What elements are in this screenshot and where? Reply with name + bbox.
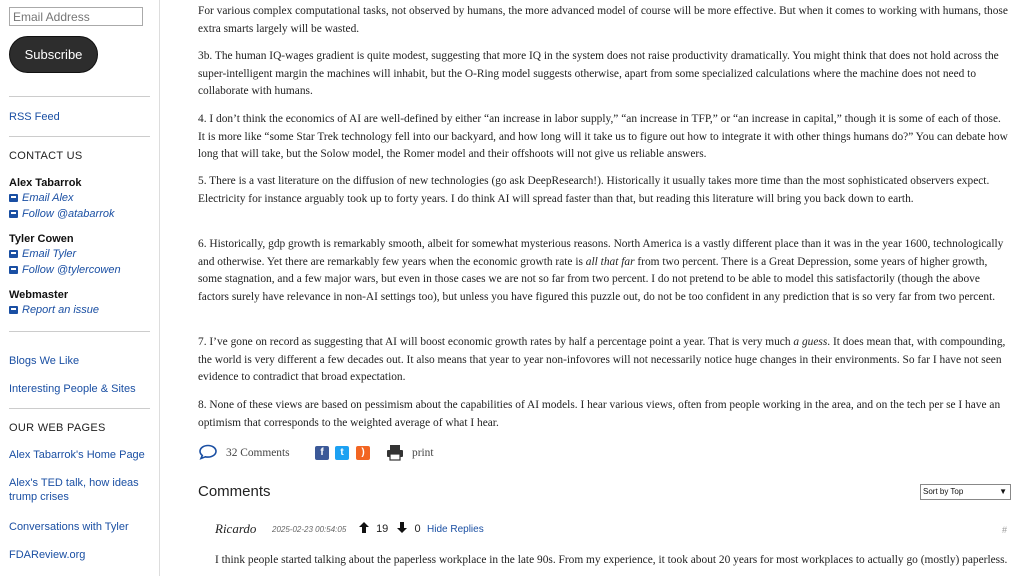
paragraph: 6. Historically, gdp growth is remarkably smooth, albeit for somewhat mysterious reasons. North America is a vastly different place than it was in the year 1600, technologically and otherwise. Yet there are remarkably few years when the economic growth rate is all that far from two percent. There is a Great Depression, some years of higher growth, some stagnation, and a few major wars, but even in those cases we are not so far from two percent. I do not pretend to be able to model this satisfactorily (though the above factors surely have relevance in non-AI settings too), but unless you have figured this puzzle out, do not be too confident in any prediction that is so very far from two percent. [198, 238, 1004, 303]
downvote-count: 0 [414, 523, 421, 535]
paragraph: 4. I don’t think the economics of AI are well-defined by either “an increase in labor supply,” “an increase in TFP,” or “an increase in capital,” though it is some of each of those. It is more like “some Star Trek technology fell into our backyard, and how long will it take us to figure out how to integrate it with other things humans do?” You can debate how long that will take, but the Solow model, the Romer model and their offshoots will not give us reliable answers. [198, 113, 1008, 160]
downvote-icon[interactable] [397, 523, 410, 535]
comments-heading: Comments [198, 483, 271, 500]
paragraph: 7. I’ve gone on record as suggesting that AI will boost economic growth rates by half a percentage point a year. That is very much a guess. It does mean that, with compounding, the world is very different a few decades out. It also means that year to year non-infovores will not necessarily notice huge changes in their environments. So far I have not seen evidence to contradict that broad expectation. [198, 336, 1006, 383]
mail-icon [9, 250, 18, 258]
blogs-we-like-link[interactable]: Blogs We Like [9, 355, 80, 367]
paragraph: 8. None of these views are based on pessimism about the capabilities of AI models. I hear various views, often from people working in the area, and on the tech per se I have an optimism that corresponds to the weighted average of what I hear. [198, 399, 1001, 429]
paragraph: 5. There is a vast literature on the diffusion of new technologies (go ask DeepResearch!). Historically it usually takes more time than the most sophisticated observers expect. Electricity for instance arguably took up to forty years. I do think AI will spread faster than that, but reading this literature will bring you back down to earth. [198, 175, 990, 205]
contact-name: Tyler Cowen [9, 233, 74, 245]
comment-author[interactable]: Ricardo [215, 521, 257, 536]
upvote-count: 19 [376, 523, 389, 535]
comments-count-link[interactable]: 32 Comments [226, 447, 290, 459]
follow-alex-link[interactable]: Follow @atabarrok [9, 208, 114, 220]
contact-heading: CONTACT US [9, 150, 83, 162]
comment-permalink[interactable]: # [1002, 525, 1008, 535]
divider [9, 96, 150, 97]
email-tyler-link[interactable]: Email Tyler [9, 248, 76, 260]
post-actions [198, 444, 598, 464]
follow-tyler-link[interactable]: Follow @tylercowen [9, 264, 121, 276]
comment-votes [359, 522, 421, 535]
sidebar [0, 0, 160, 576]
comment-date: 2025-02-23 00:54:05 [272, 525, 347, 534]
twitter-icon [9, 210, 18, 218]
sort-select[interactable]: Sort by Top ▼ [920, 484, 1011, 500]
divider [9, 331, 150, 332]
rss-icon[interactable]: ) [356, 446, 370, 460]
mail-icon [9, 306, 18, 314]
divider [9, 136, 150, 137]
web-page-link[interactable]: Alex Tabarrok's Home Page [9, 449, 145, 461]
subscribe-button[interactable]: Subscribe [9, 36, 98, 73]
printer-icon[interactable] [386, 444, 404, 464]
paragraph: 3b. The human IQ-wages gradient is quite modest, suggesting that more IQ in the system does not raise productivity dramatically. You might think that does not hold across the super-intelligent margin the machines will inhabit, but the O-Ring model suggests otherwise, apart from some specialized calculations where the machine does not need to collaborate with humans. [198, 50, 999, 97]
report-issue-link[interactable]: Report an issue [9, 304, 99, 316]
web-page-link[interactable]: Alex's TED talk, how ideas trump crises [9, 477, 139, 503]
contact-name: Webmaster [9, 289, 69, 301]
comment-bubble-icon[interactable] [198, 444, 218, 463]
twitter-icon [9, 266, 18, 274]
web-page-link[interactable]: Conversations with Tyler [9, 521, 129, 533]
chevron-down-icon: ▼ [999, 487, 1007, 496]
web-page-link[interactable]: FDAReview.org [9, 549, 86, 561]
twitter-icon[interactable]: t [335, 446, 349, 460]
upvote-icon[interactable] [359, 523, 372, 535]
web-pages-heading: OUR WEB PAGES [9, 422, 106, 434]
divider [9, 408, 150, 409]
mail-icon [9, 194, 18, 202]
paragraph: For various complex computational tasks, not observed by humans, the more advanced model of course will be more effective. But when it comes to working with humans, those extra smarts largely will be wasted. [198, 5, 1008, 35]
facebook-icon[interactable]: f [315, 446, 329, 460]
print-link[interactable]: print [412, 447, 434, 459]
comment-text: I think people started talking about the paperless workplace in the late 90s. From my experience, it took about 20 years for most workplaces to actually go (mostly) paperless. [215, 554, 1008, 566]
email-alex-link[interactable]: Email Alex [9, 192, 74, 204]
rss-feed-link[interactable]: RSS Feed [9, 111, 60, 123]
interesting-people-link[interactable]: Interesting People & Sites [9, 383, 136, 395]
contact-name: Alex Tabarrok [9, 177, 82, 189]
email-input[interactable] [9, 7, 143, 26]
hide-replies-link[interactable]: Hide Replies [427, 524, 484, 535]
